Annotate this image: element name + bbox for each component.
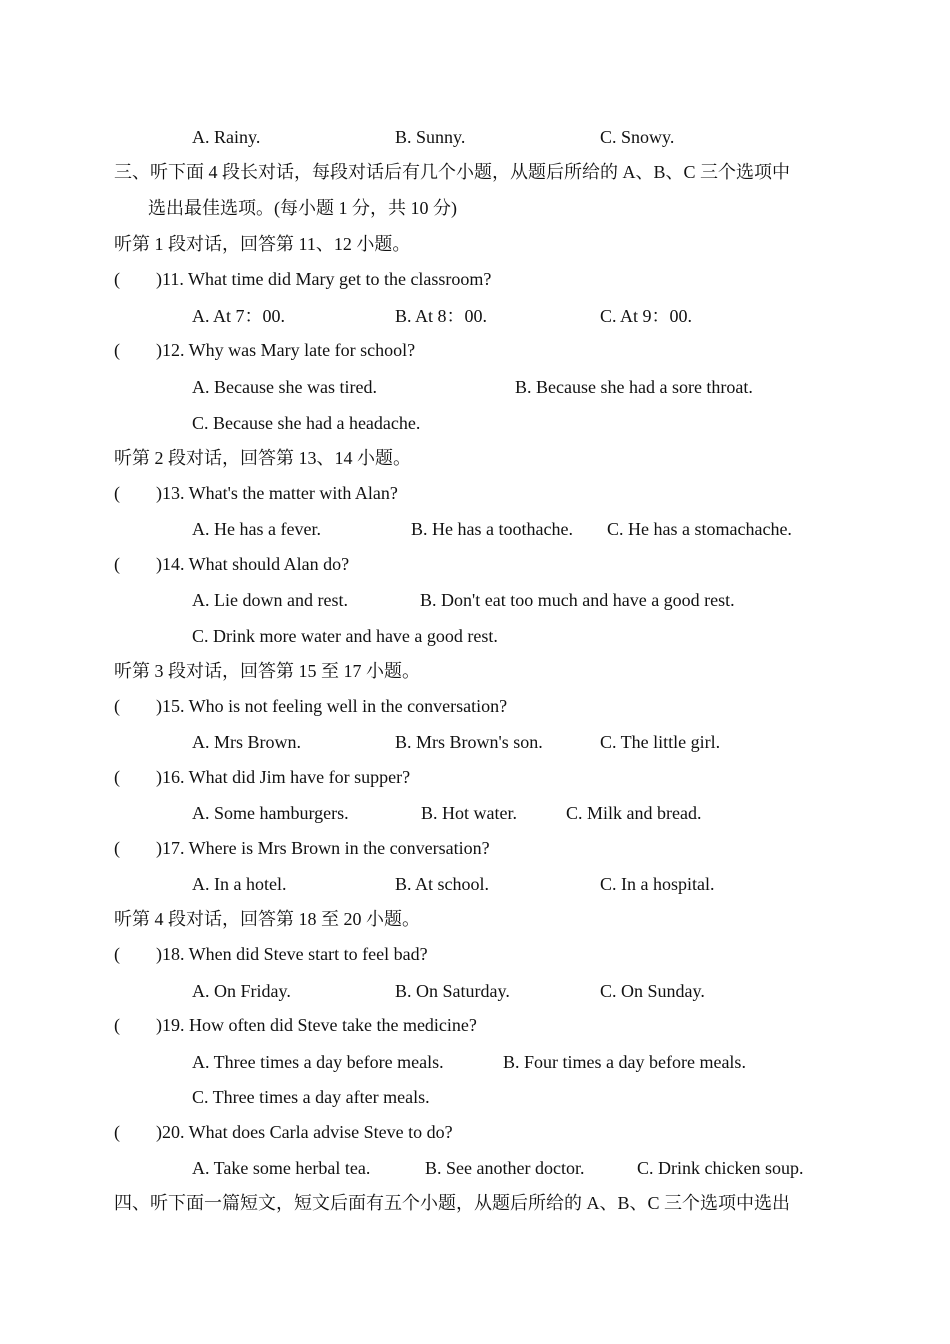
option-a: A. He has a fever.	[192, 519, 321, 539]
option-a: A. Rainy.	[192, 127, 261, 147]
option-c: C. Drink more water and have a good rest.	[192, 626, 498, 646]
option-c: C. Drink chicken soup.	[637, 1158, 804, 1178]
question-row	[0, 944, 950, 966]
option-b: B. Mrs Brown's son.	[395, 732, 543, 752]
option-a: A. On Friday.	[192, 981, 291, 1001]
dialog-label: 听第 1 段对话，回答第 11、12 小题。	[114, 234, 411, 254]
option-b: B. On Saturday.	[395, 981, 510, 1001]
question-row	[0, 696, 950, 718]
option-b: B. Sunny.	[395, 127, 466, 147]
option-b: B. He has a toothache.	[411, 519, 573, 539]
question-row	[0, 1015, 950, 1037]
answer-paren: (	[114, 696, 120, 716]
dialog-label: 听第 4 段对话，回答第 18 至 20 小题。	[114, 909, 420, 929]
option-b: B. At 8：00.	[395, 306, 488, 326]
answer-paren: (	[114, 767, 120, 787]
question-text: )15. Who is not feeling well in the conversation?	[156, 696, 508, 716]
answer-paren: (	[114, 269, 120, 289]
question-row	[0, 554, 950, 576]
answer-paren: (	[114, 483, 120, 503]
question-row	[0, 483, 950, 505]
answer-paren: (	[114, 1122, 120, 1142]
option-c: C. In a hospital.	[600, 874, 715, 894]
question-text: )18. When did Steve start to feel bad?	[156, 944, 428, 964]
option-c: C. At 9：00.	[600, 306, 693, 326]
question-text: )12. Why was Mary late for school?	[156, 340, 416, 360]
answer-paren: (	[114, 944, 120, 964]
question-text: )11. What time did Mary get to the classroom?	[156, 269, 492, 289]
option-a: A. In a hotel.	[192, 874, 287, 894]
option-a: A. Lie down and rest.	[192, 590, 348, 610]
option-c: C. Because she had a headache.	[192, 413, 421, 433]
answer-paren: (	[114, 340, 120, 360]
answer-paren: (	[114, 1015, 120, 1035]
question-row	[0, 838, 950, 860]
option-a: A. Because she was tired.	[192, 377, 377, 397]
answer-paren: (	[114, 554, 120, 574]
option-b: B. Don't eat too much and have a good rest.	[420, 590, 735, 610]
section-heading-cont: 选出最佳选项。(每小题 1 分，共 10 分)	[148, 198, 457, 218]
option-a: A. Three times a day before meals.	[192, 1052, 444, 1072]
dialog-label: 听第 2 段对话，回答第 13、14 小题。	[114, 448, 411, 468]
question-row	[0, 269, 950, 291]
option-c: C. He has a stomachache.	[607, 519, 792, 539]
option-b: B. At school.	[395, 874, 490, 894]
question-text: )16. What did Jim have for supper?	[156, 767, 411, 787]
option-b: B. See another doctor.	[425, 1158, 585, 1178]
option-c: C. Milk and bread.	[566, 803, 702, 823]
question-text: )19. How often did Steve take the medicine?	[156, 1015, 477, 1035]
dialog-label: 听第 3 段对话，回答第 15 至 17 小题。	[114, 661, 420, 681]
option-b: B. Four times a day before meals.	[503, 1052, 746, 1072]
option-c: C. Three times a day after meals.	[192, 1087, 430, 1107]
answer-paren: (	[114, 838, 120, 858]
question-text: )20. What does Carla advise Steve to do?	[156, 1122, 453, 1142]
option-a: A. Some hamburgers.	[192, 803, 349, 823]
question-text: )17. Where is Mrs Brown in the conversation?	[156, 838, 490, 858]
question-text: )13. What's the matter with Alan?	[156, 483, 398, 503]
option-a: A. Mrs Brown.	[192, 732, 302, 752]
question-row	[0, 767, 950, 789]
question-row	[0, 1122, 950, 1144]
option-a: A. Take some herbal tea.	[192, 1158, 371, 1178]
option-a: A. At 7：00.	[192, 306, 286, 326]
option-b: B. Because she had a sore throat.	[515, 377, 753, 397]
question-text: )14. What should Alan do?	[156, 554, 350, 574]
option-c: C. The little girl.	[600, 732, 721, 752]
section-heading: 四、听下面一篇短文，短文后面有五个小题，从题后所给的 A、B、C 三个选项中选出	[114, 1193, 791, 1213]
section-heading: 三、听下面 4 段长对话，每段对话后有几个小题，从题后所给的 A、B、C 三个选项中	[114, 162, 791, 182]
question-row	[0, 340, 950, 362]
option-b: B. Hot water.	[421, 803, 517, 823]
option-c: C. Snowy.	[600, 127, 675, 147]
option-c: C. On Sunday.	[600, 981, 705, 1001]
